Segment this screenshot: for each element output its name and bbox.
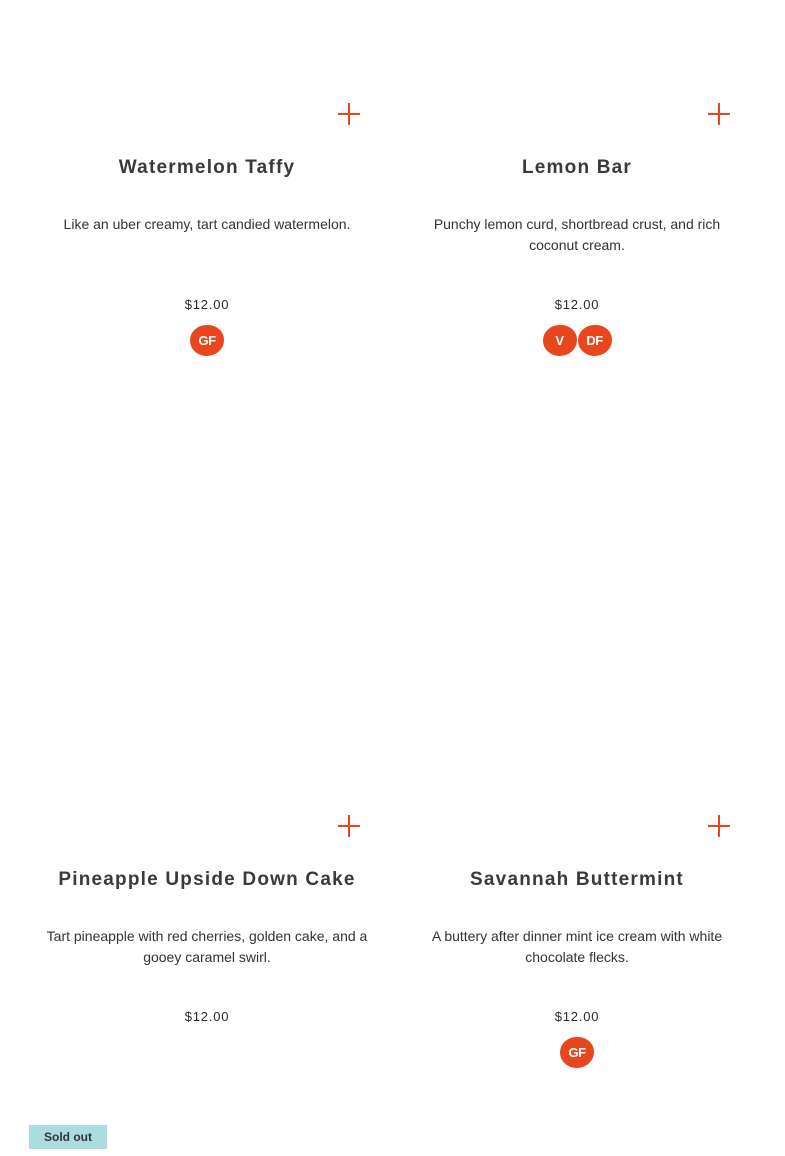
- product-title[interactable]: Pineapple Upside Down Cake: [58, 869, 356, 890]
- gluten-free-badge: GF: [190, 325, 224, 356]
- product-price: $12.00: [554, 1009, 600, 1024]
- product-title[interactable]: Lemon Bar: [521, 157, 633, 178]
- plus-icon[interactable]: [708, 103, 730, 125]
- sold-out-badge: Sold out: [29, 1125, 107, 1149]
- plus-icon[interactable]: [708, 815, 730, 837]
- product-card-savannah-buttermint[interactable]: [392, 712, 762, 1092]
- product-title[interactable]: Watermelon Taffy: [118, 157, 296, 178]
- vegan-badge: V: [543, 325, 577, 356]
- gluten-free-badge: GF: [560, 1037, 594, 1068]
- plus-icon[interactable]: [338, 815, 360, 837]
- product-description: Tart pineapple with red cherries, golden cake, and a gooey caramel swirl.: [46, 928, 368, 965]
- product-description: Like an uber creamy, tart candied watermelon.: [63, 216, 351, 232]
- product-card-watermelon-taffy[interactable]: [22, 0, 392, 380]
- plus-icon[interactable]: [338, 103, 360, 125]
- dairy-free-badge: DF: [578, 325, 612, 356]
- product-card-lemon-bar[interactable]: [392, 0, 762, 380]
- product-card-pineapple-upside-down-cake[interactable]: [22, 712, 392, 1092]
- product-title[interactable]: Savannah Buttermint: [470, 869, 684, 890]
- product-price: $12.00: [184, 1009, 230, 1024]
- product-description: A buttery after dinner mint ice cream with white chocolate flecks.: [431, 928, 723, 965]
- product-description: Punchy lemon curd, shortbread crust, and rich coconut cream.: [433, 216, 721, 253]
- dietary-badges: [22, 325, 392, 356]
- product-price: $12.00: [184, 297, 230, 312]
- dietary-badges: [392, 1037, 762, 1068]
- dietary-badges: [392, 325, 762, 356]
- product-price: $12.00: [554, 297, 600, 312]
